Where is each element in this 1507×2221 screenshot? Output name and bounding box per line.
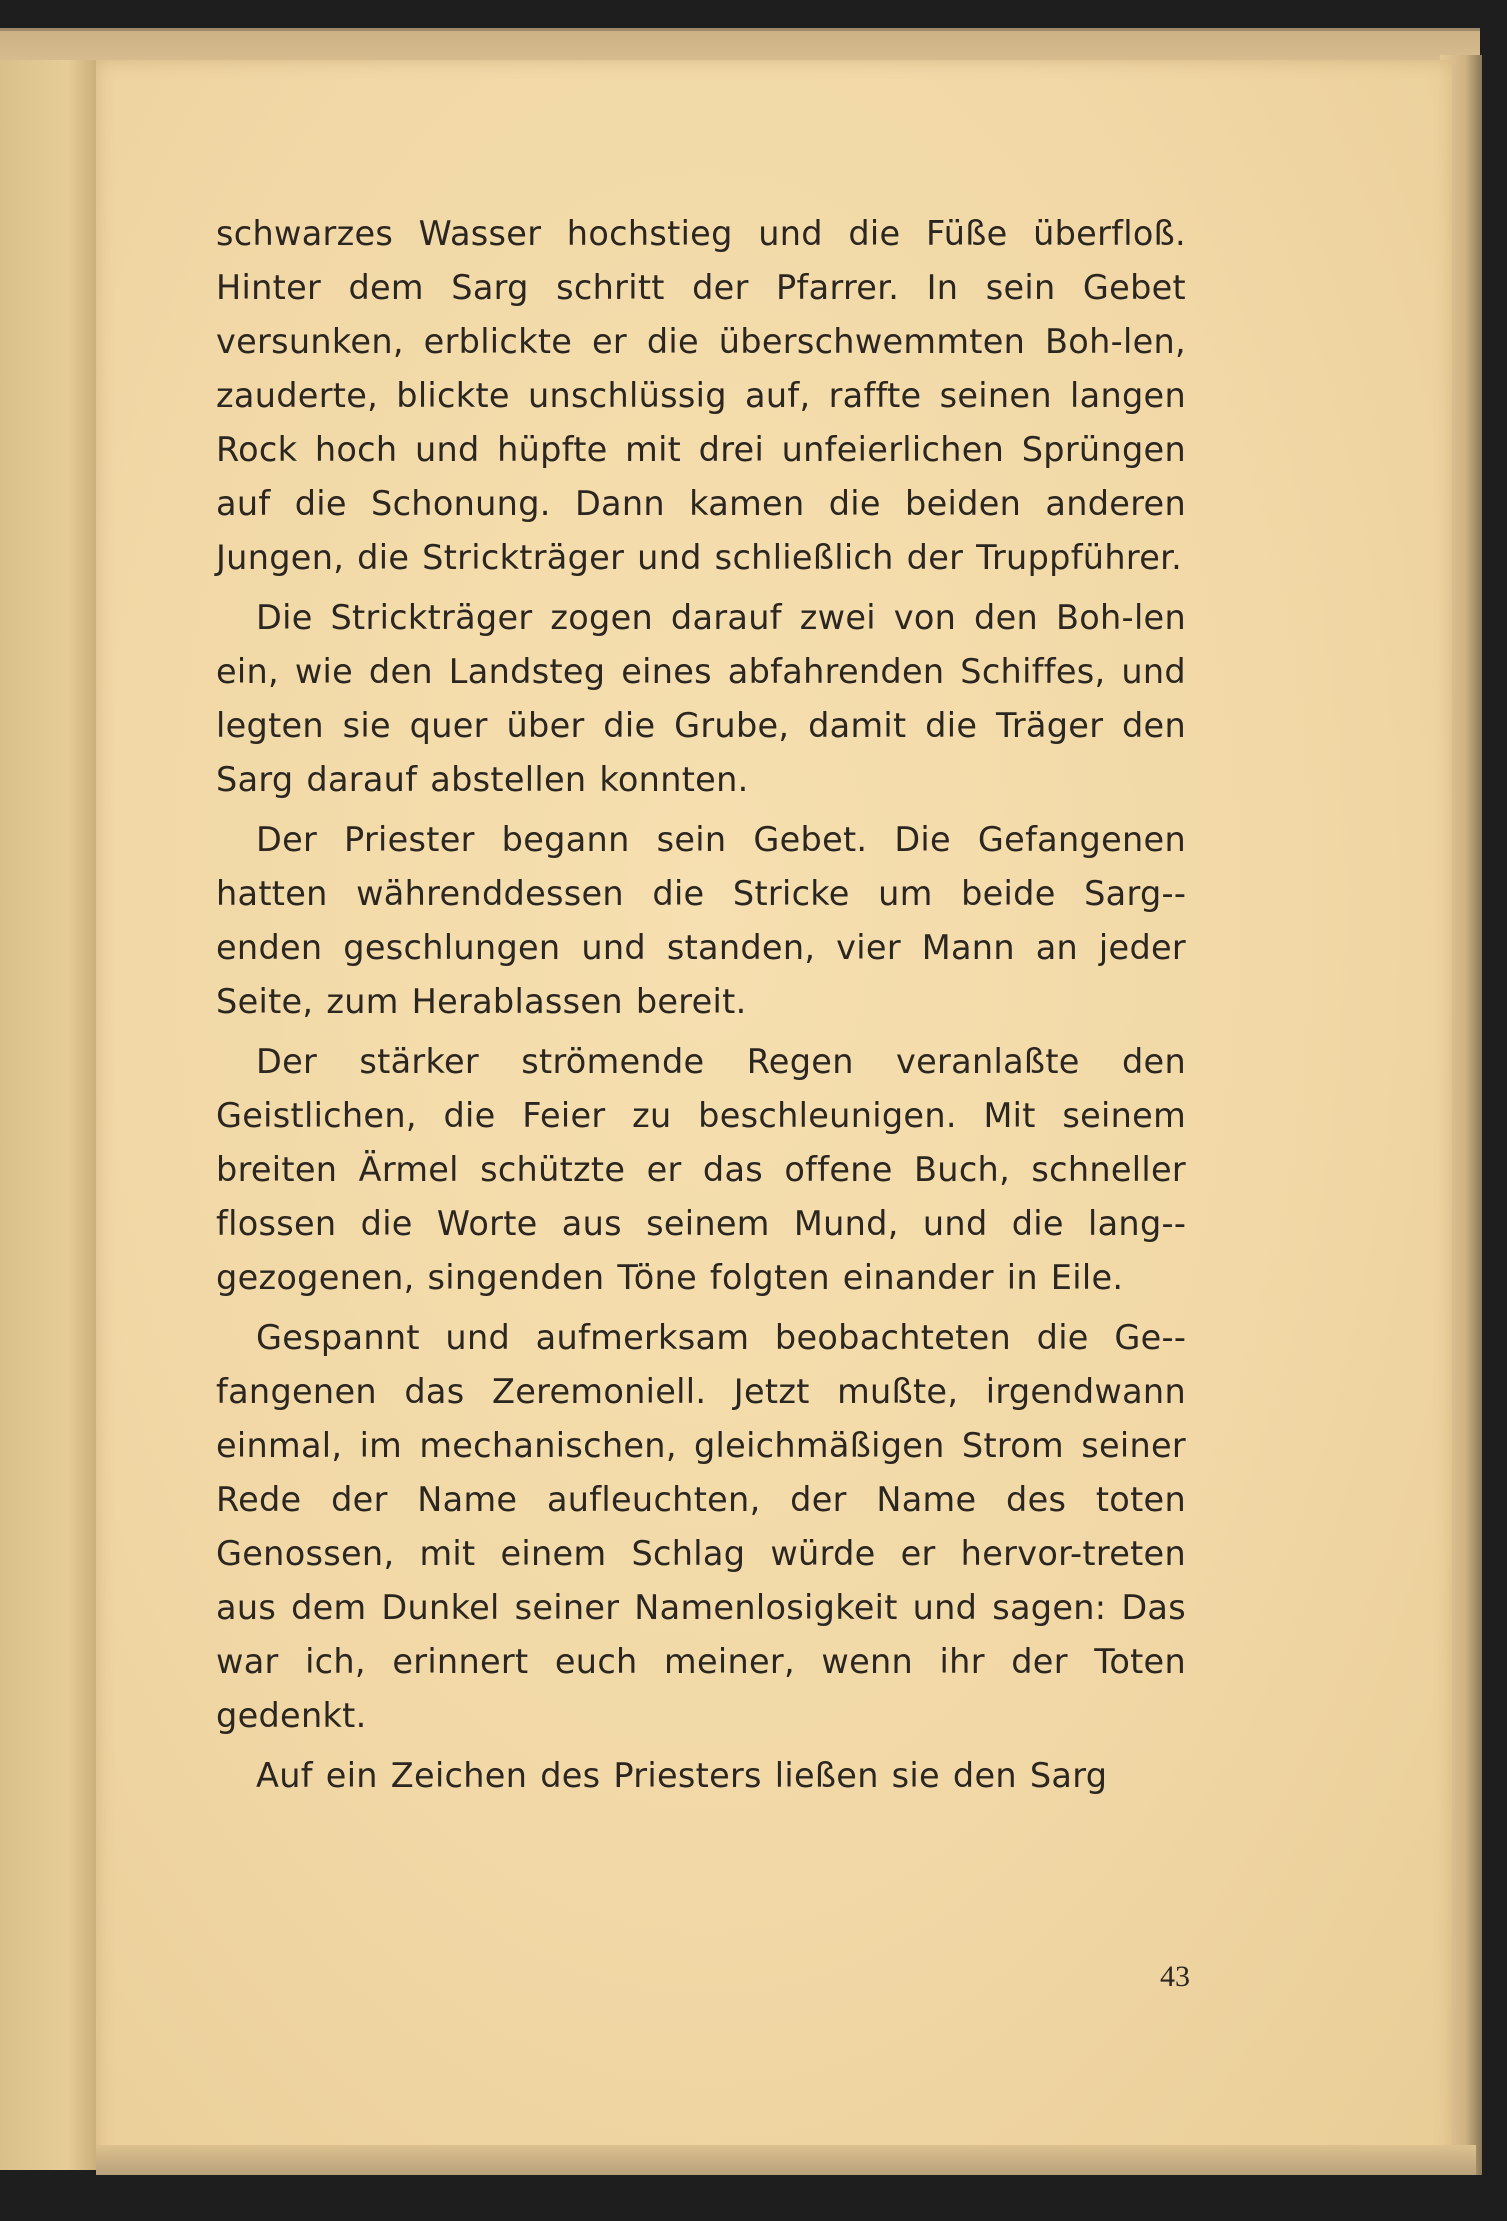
previous-page-edge (0, 60, 98, 2170)
body-text (216, 207, 1186, 1809)
paragraph: schwarzes Wasser hochstieg und die Füße überfloß. Hinter dem Sarg schritt der Pfarrer. In sein Gebet versunken, erblickte er die überschwemmten Boh-len, zauderte, blickte unschlüssig auf, raffte seinen langen Rock hoch und hüpfte mit drei unfeierlichen Sprüngen auf die Schonung. Dann kamen die beiden anderen Jungen, die Strickträger und schließlich der Truppführer. (216, 214, 1186, 577)
paragraph: Der stärker strömende Regen veranlaßte den Geistlichen, die Feier zu beschleunigen. Mit seinem breiten Ärmel schützte er das offene Buch, schneller flossen die Worte aus seinem Mund, und die lang-gezogenen, singenden Töne folgten einander in Eile. (216, 1042, 1186, 1297)
paragraph: Gespannt und aufmerksam beobachteten die Ge-fangenen das Zeremoniell. Jetzt mußte, irgendwann einmal, im mechanischen, gleichmäßigen Strom seiner Rede der Name aufleuchten, der Name des toten Genossen, mit einem Schlag würde er hervor-treten aus dem Dunkel seiner Namenlosigkeit und sagen: Das war ich, erinnert euch meiner, wenn ihr der Toten gedenkt. (216, 1318, 1186, 1735)
paragraph: Auf ein Zeichen des Priesters ließen sie den Sarg (256, 1756, 1108, 1795)
paragraph: Die Strickträger zogen darauf zwei von den Boh-len ein, wie den Landsteg eines abfahrenden Schiffes, und legten sie quer über die Grube, damit die Träger den Sarg darauf abstellen konnten. (216, 598, 1186, 799)
page-number: 43 (1160, 1960, 1190, 1993)
page-bottom-edge (96, 2145, 1476, 2175)
paragraph: Der Priester begann sein Gebet. Die Gefangenen hatten währenddessen die Stricke um beide Sarg-enden geschlungen und standen, vier Mann an jeder Seite, zum Herablassen bereit. (216, 820, 1186, 1021)
